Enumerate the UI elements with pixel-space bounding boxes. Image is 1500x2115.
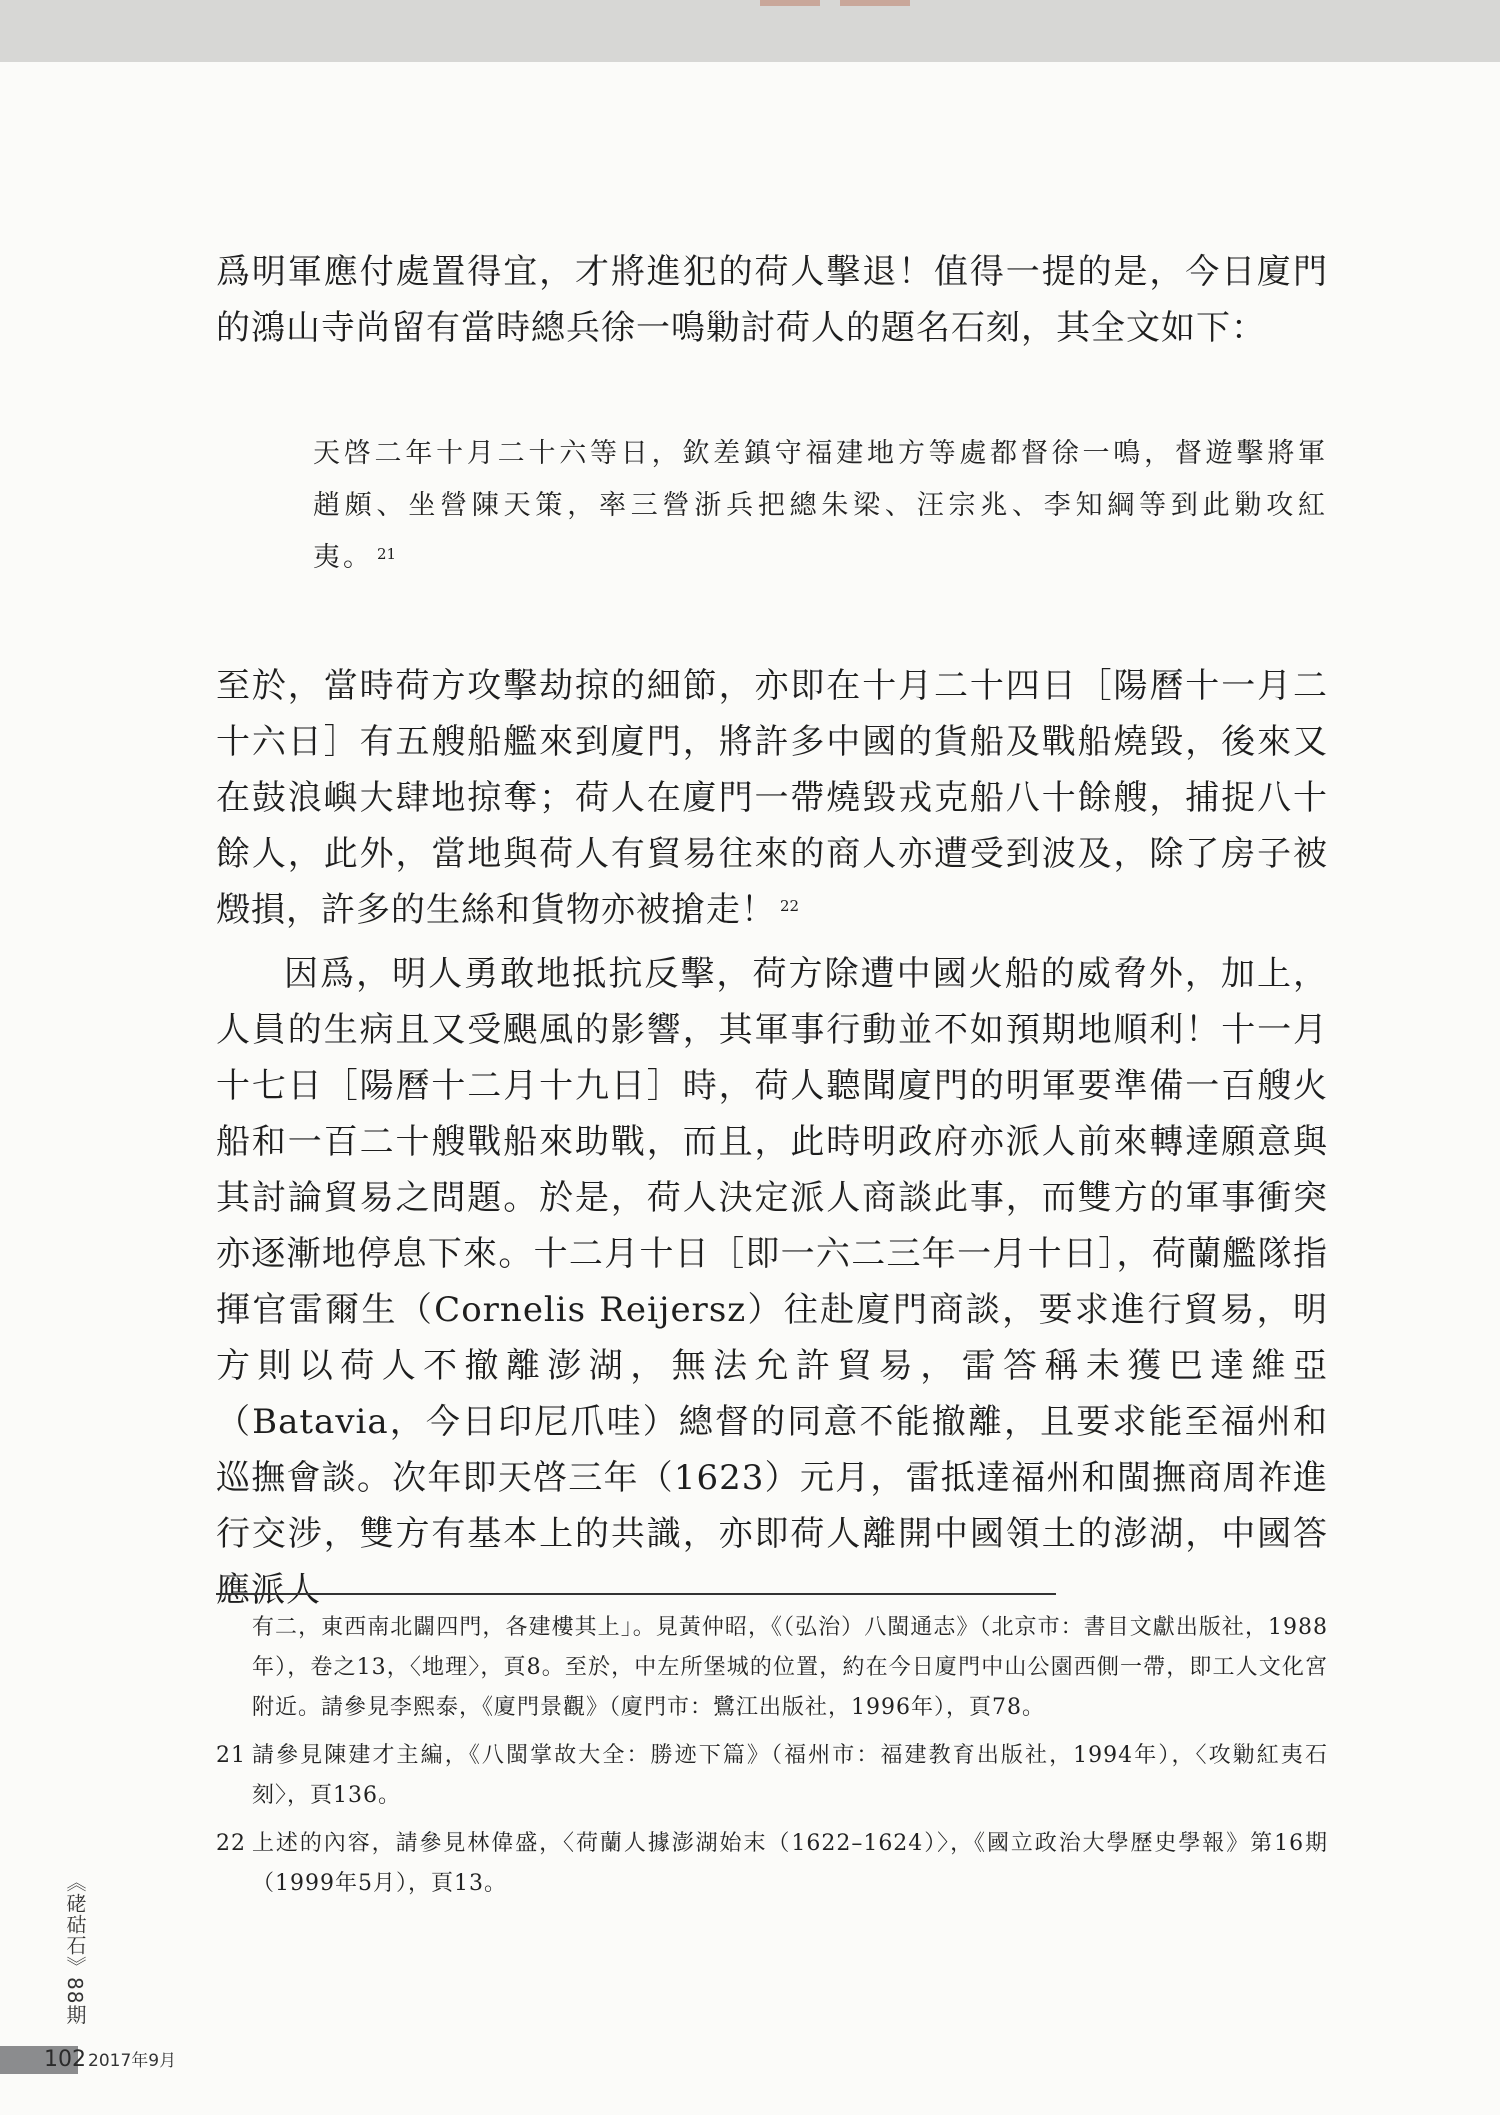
body-paragraph-3 (216, 946, 1328, 1618)
footnote-ref-22[interactable]: 22 (780, 897, 800, 915)
footnote-number: 22 (216, 1831, 246, 1856)
footnotes (216, 1608, 1328, 1904)
footnote-number: 21 (216, 1743, 246, 1768)
body-paragraph-1 (216, 244, 1328, 356)
paragraph-3-text: 因爲，明人勇敢地抵抗反擊，荷方除遭中國火船的威脅外，加上，人員的生病且又受颶風的影響，其軍事行動並不如預期地順利！十一月十七日［陽曆十二月十九日］時，荷人聽聞廈門的明軍要準備一百艘火船和一百二十艘戰船來助戰，而且，此時明政府亦派人前來轉達願意與其討論貿易之問題。於是，荷人決定派人商談此事，而雙方的軍事衝突亦逐漸地停息下來。十二月十日［即一六二三年一月十日］，荷蘭艦隊指揮官雷爾生（Cornelis Reijersz）往赴廈門商談，要求進行貿易，明方則以荷人不撤離澎湖，無法允許貿易，雷答稱未獲巴達維亞（Batavia，今日印尼爪哇）總督的同意不能撤離，且要求能至福州和巡撫會談。次年即天啓三年（1623）元月，雷抵達福州和閩撫商周祚進行交涉，雙方有基本上的共識，亦即荷人離開中國領土的澎湖，中國答應派人 (216, 954, 1328, 1610)
top-band-mark (760, 0, 820, 6)
journal-title-vertical: 《硓𥑮石》88期 (63, 1872, 87, 2026)
footnote-ref-21[interactable]: 21 (377, 545, 397, 563)
footnote-text: 上述的內容，請參見林偉盛，〈荷蘭人據澎湖始末（1622–1624）〉，《國立政治大學歷史學報》第16期（1999年5月），頁13。 (252, 1831, 1328, 1896)
footnote-text: 請參見陳建才主編，《八閩掌故大全：勝迹下篇》（福州市：福建教育出版社，1994年），〈攻勦紅夷石刻〉，頁136。 (252, 1743, 1328, 1808)
footnote-continued: 有二，東西南北闢四門，各建樓其上」。見黃仲昭，《（弘治）八閩通志》（北京市：書目文獻出版社，1988年），卷之13，〈地理〉，頁8。至於，中左所堡城的位置，約在今日廈門中山公園西側一帶，即工人文化宮附近。請參見李熙泰，《廈門景觀》（廈門市：鷺江出版社，1996年），頁78。 (252, 1615, 1328, 1720)
quote-text: 天啓二年十月二十六等日，欽差鎮守福建地方等處都督徐一鳴，督遊擊將軍趙頗、坐營陳天策，率三營浙兵把總朱梁、汪宗兆、李知綱等到此勦攻紅夷。 (313, 438, 1328, 573)
issue-date: 2017年9月 (88, 2051, 177, 2071)
scan-top-band (0, 0, 1500, 62)
footnote-21 (216, 1736, 1328, 1816)
top-band-mark (840, 0, 910, 6)
footnote-divider (216, 1593, 1056, 1595)
paragraph-2-text: 至於，當時荷方攻擊劫掠的細節，亦即在十月二十四日［陽曆十一月二十六日］有五艘船艦來到廈門，將許多中國的貨船及戰船燒毀，後來又在鼓浪嶼大肆地掠奪；荷人在廈門一帶燒毀戎克船八十餘艘，捕捉八十餘人，此外，當地與荷人有貿易往來的商人亦遭受到波及，除了房子被燬損，許多的生絲和貨物亦被搶走！ (216, 666, 1328, 930)
block-quote-inscription (313, 428, 1328, 584)
body-paragraph-2 (216, 658, 1328, 938)
paragraph-1-text: 爲明軍應付處置得宜，才將進犯的荷人擊退！值得一提的是，今日廈門的鴻山寺尚留有當時總兵徐一鳴勦討荷人的題名石刻，其全文如下： (216, 252, 1328, 348)
footnote-22 (216, 1824, 1328, 1904)
page-number: 102 (44, 2047, 86, 2072)
